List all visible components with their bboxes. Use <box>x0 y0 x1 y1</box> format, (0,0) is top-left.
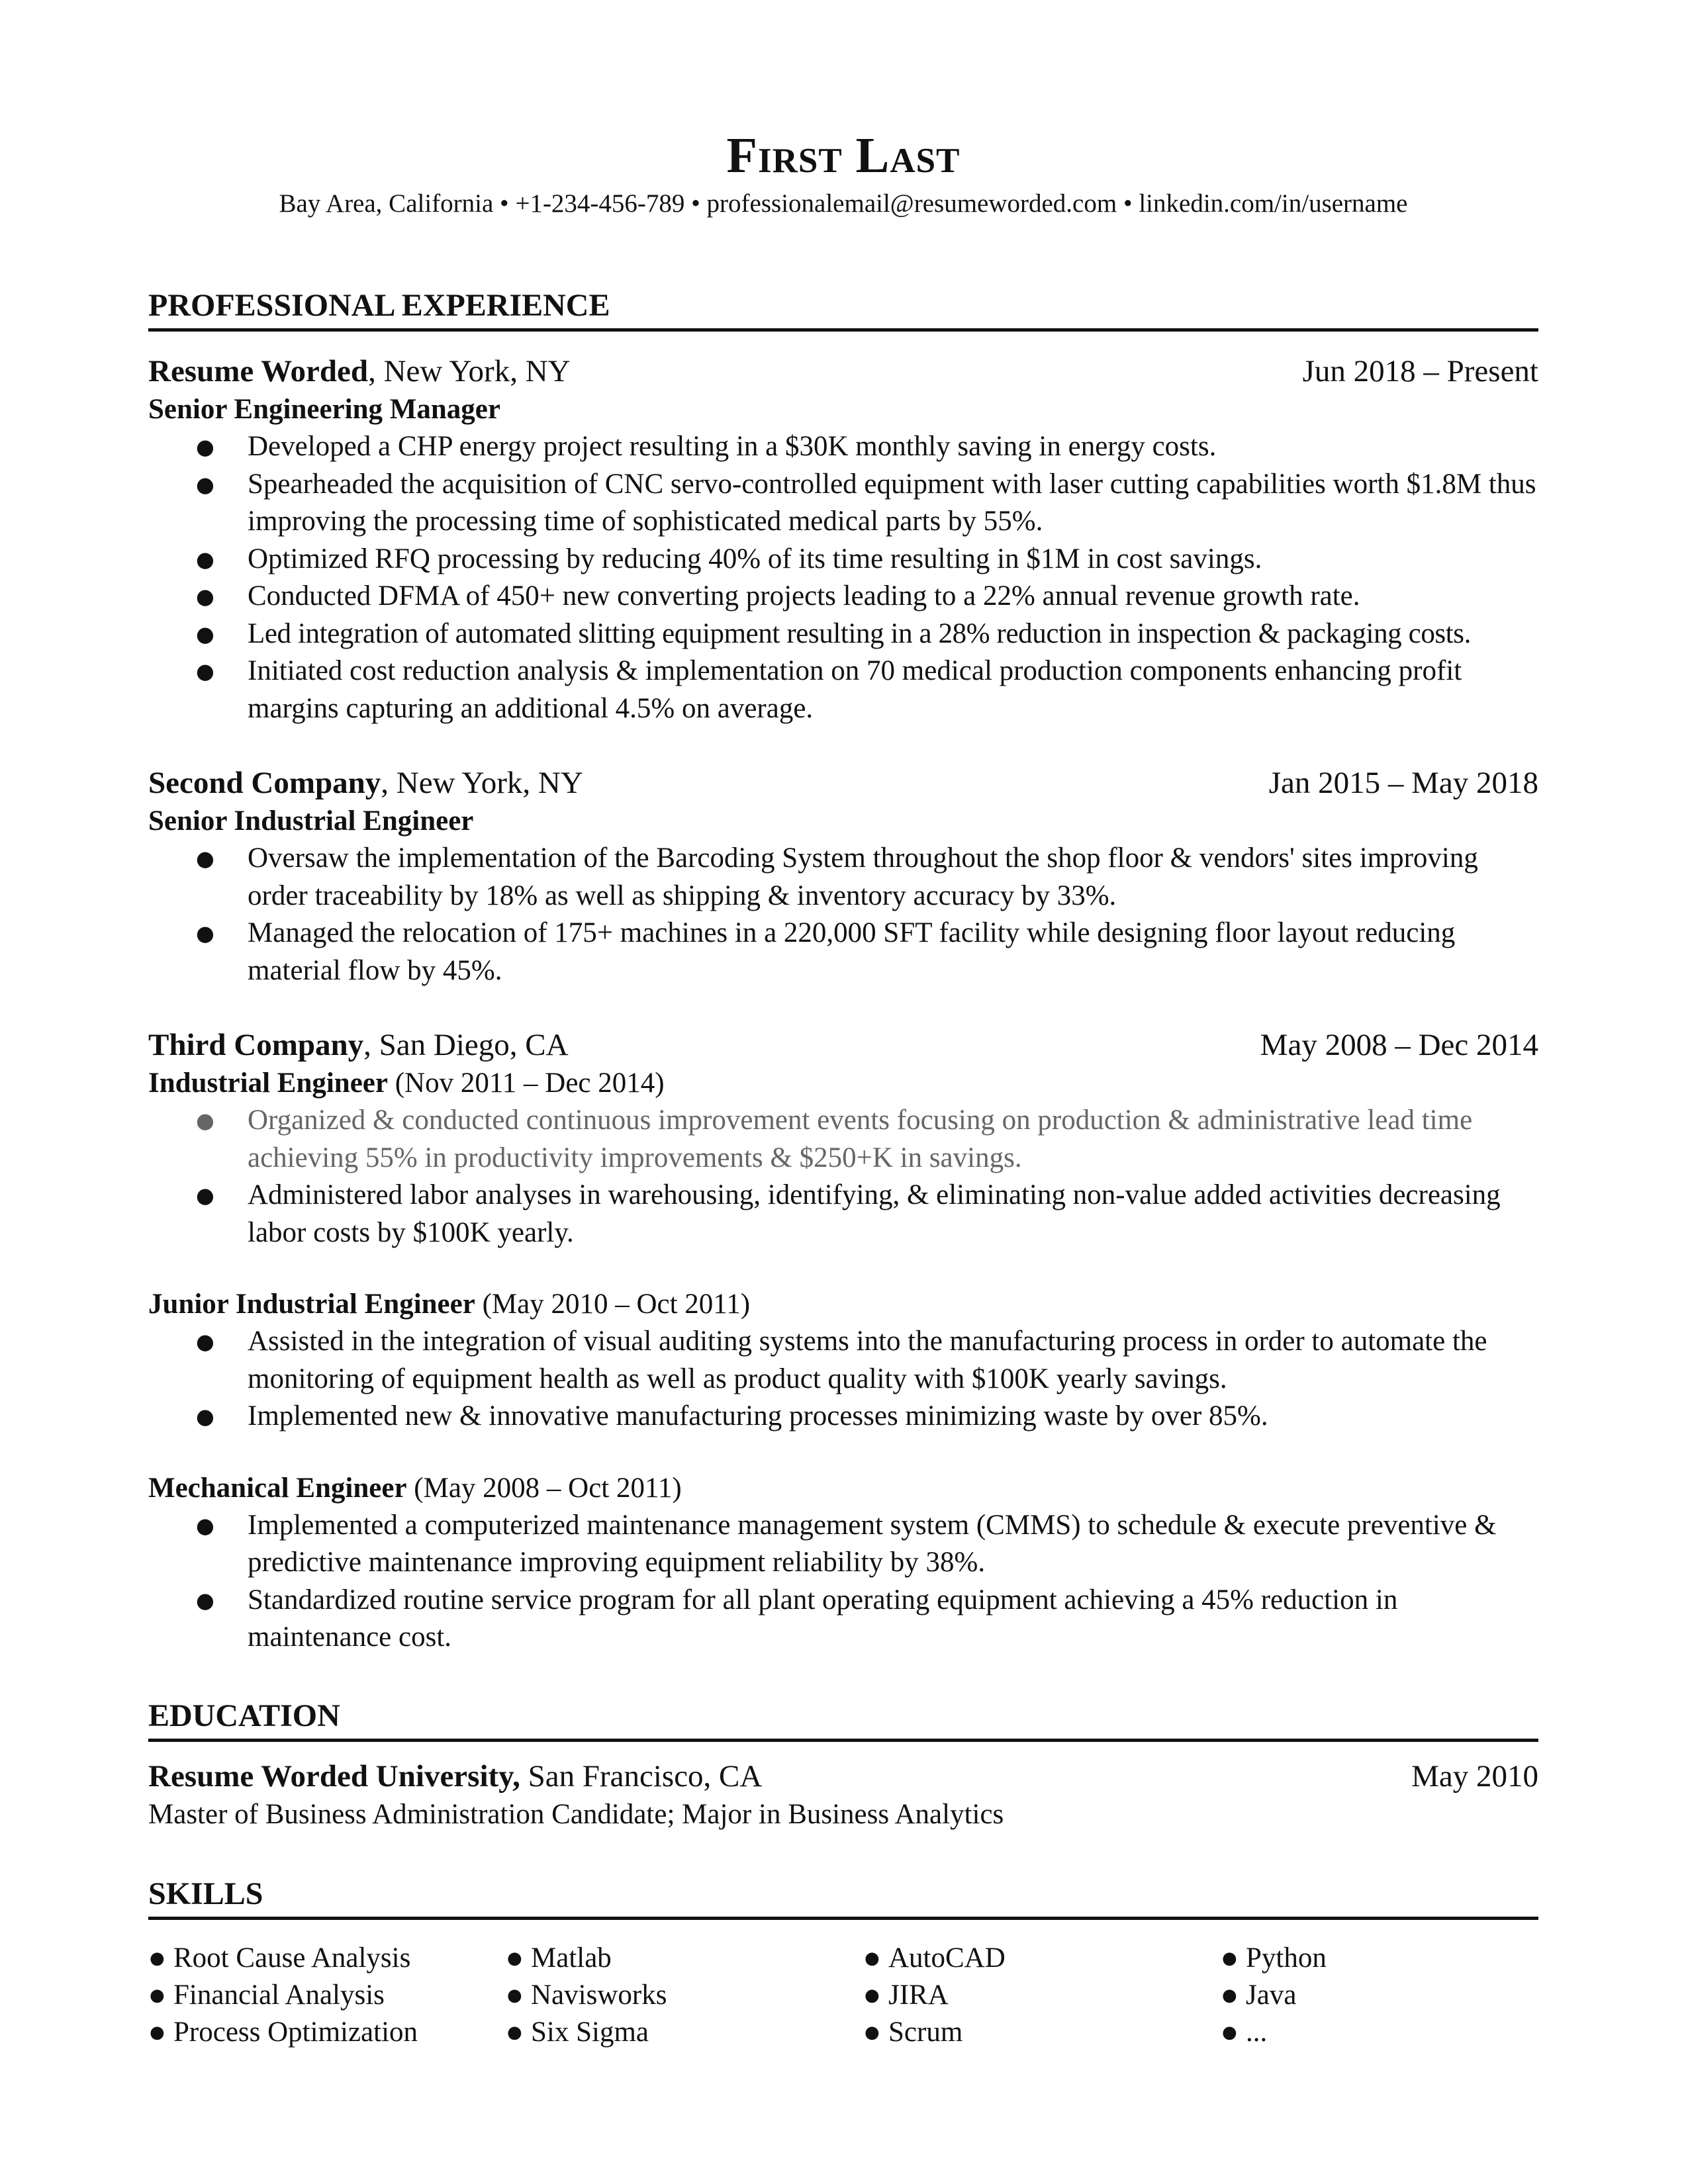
job-dates: Jan 2015 – May 2018 <box>1268 766 1538 800</box>
skill-item: ● Process Optimization <box>148 2014 506 2051</box>
education-header <box>148 1756 1538 1796</box>
skill-item: ● Matlab <box>506 1940 863 1977</box>
contact-line: Bay Area, California • +1-234-456-789 • professionalemail@resumeworded.com • linkedin.com/in/username <box>279 189 1408 218</box>
job-entry <box>148 1025 1538 1657</box>
bullet-item: ● Standardized routine service program for all plant operating equipment achieving a 45% reduction in maintenance cost. <box>148 1582 1538 1657</box>
bullet-item: ● Conducted DFMA of 450+ new converting projects leading to a 22% annual revenue growth rate. <box>148 578 1538 615</box>
job-entry <box>148 763 1538 989</box>
company-location: , New York, NY <box>381 766 583 800</box>
job-header <box>148 1025 1538 1065</box>
skill-item: ● Root Cause Analysis <box>148 1940 506 1977</box>
bullet-item: ● Implemented a computerized maintenance management system (CMMS) to schedule & execute preventive & predictive maintenance improving equipment reliability by 38%. <box>148 1507 1538 1582</box>
job-header <box>148 763 1538 803</box>
job-header <box>148 351 1538 391</box>
bullet-item: ● Implemented new & innovative manufacturing processes minimizing waste by over 85%. <box>148 1398 1538 1435</box>
section-title-experience: PROFESSIONAL EXPERIENCE <box>148 286 1538 332</box>
bullet-list <box>148 428 1538 727</box>
skills-grid <box>148 1940 1538 2051</box>
skill-item: ● Scrum <box>863 2014 1221 2051</box>
bullet-item: ● Administered labor analyses in warehousing, identifying, & eliminating non-value added activities decreasing labor costs by $100K yearly. <box>148 1177 1538 1251</box>
skill-item: ● ... <box>1221 2014 1538 2051</box>
resume-page <box>148 0 1538 2051</box>
bullet-list <box>148 1323 1538 1435</box>
degree: Master of Business Administration Candidate; Major in Business Analytics <box>148 1798 1004 1830</box>
bullet-item: ● Organized & conducted continuous improvement events focusing on production & administrative lead time achieving 55% in productivity improvements & $250+K in savings. <box>148 1102 1538 1177</box>
skill-item: ● AutoCAD <box>863 1940 1221 1977</box>
role-title: Mechanical Engineer (May 2008 – Oct 2011) <box>148 1472 682 1504</box>
role-period: (Nov 2011 – Dec 2014) <box>387 1068 665 1099</box>
job-entry <box>148 351 1538 727</box>
bullet-list <box>148 1102 1538 1251</box>
bullet-item: ● Developed a CHP energy project resulting in a $30K monthly saving in energy costs. <box>148 428 1538 466</box>
skill-item: ● Python <box>1221 1940 1538 1977</box>
job-dates: May 2008 – Dec 2014 <box>1260 1028 1538 1062</box>
school-location: San Francisco, CA <box>520 1758 763 1794</box>
bullet-item: ● Managed the relocation of 175+ machines in a 220,000 SFT facility while designing floor layout reducing material flow by 45%. <box>148 915 1538 989</box>
company-name: Second Company <box>148 766 381 800</box>
company-location: , New York, NY <box>368 354 571 388</box>
role-period: (May 2008 – Oct 2011) <box>406 1472 682 1504</box>
skill-item: ● Java <box>1221 1977 1538 2014</box>
role-title: Senior Engineering Manager <box>148 394 500 425</box>
skill-item: ● Six Sigma <box>506 2014 863 2051</box>
bullet-item: ● Assisted in the integration of visual auditing systems into the manufacturing process in order to automate the monitoring of equipment health as well as product quality with $100K yearly savings. <box>148 1323 1538 1398</box>
bullet-item: ● Spearheaded the acquisition of CNC servo-controlled equipment with laser cutting capabilities worth $1.8M thus improving the processing time of sophisticated medical parts by 55%. <box>148 466 1538 541</box>
skill-item: ● Navisworks <box>506 1977 863 2014</box>
role-period: (May 2010 – Oct 2011) <box>475 1289 751 1320</box>
company-name: Resume Worded <box>148 354 369 388</box>
company-location: , San Diego, CA <box>363 1028 569 1062</box>
school-name: Resume Worded University, <box>148 1758 520 1794</box>
bullet-item: ● Oversaw the implementation of the Barcoding System throughout the shop floor & vendors' sites improving order traceability by 18% as well as shipping & inventory accuracy by 33%. <box>148 840 1538 915</box>
bullet-item: ● Optimized RFQ processing by reducing 40% of its time resulting in $1M in cost savings. <box>148 541 1538 578</box>
bullet-list <box>148 1507 1538 1657</box>
skill-item: ● Financial Analysis <box>148 1977 506 2014</box>
bullet-item: ● Initiated cost reduction analysis & implementation on 70 medical production components enhancing profit margins capturing an additional 4.5% on average. <box>148 653 1538 727</box>
candidate-name: First Last <box>726 128 961 183</box>
role-title: Senior Industrial Engineer <box>148 805 474 837</box>
education-entry <box>148 1756 1538 1833</box>
bullet-list <box>148 840 1538 989</box>
company-name: Third Company <box>148 1028 364 1062</box>
section-title-skills: SKILLS <box>148 1874 1538 1920</box>
graduation-date: May 2010 <box>1411 1758 1538 1794</box>
role-title: Junior Industrial Engineer (May 2010 – Oct 2011) <box>148 1289 751 1320</box>
bullet-item: ● Led integration of automated slitting equipment resulting in a 28% reduction in inspection & packaging costs. <box>148 615 1538 653</box>
role-title: Industrial Engineer (Nov 2011 – Dec 2014) <box>148 1068 665 1099</box>
job-dates: Jun 2018 – Present <box>1302 354 1538 388</box>
section-title-education: EDUCATION <box>148 1696 1538 1742</box>
skill-item: ● JIRA <box>863 1977 1221 2014</box>
